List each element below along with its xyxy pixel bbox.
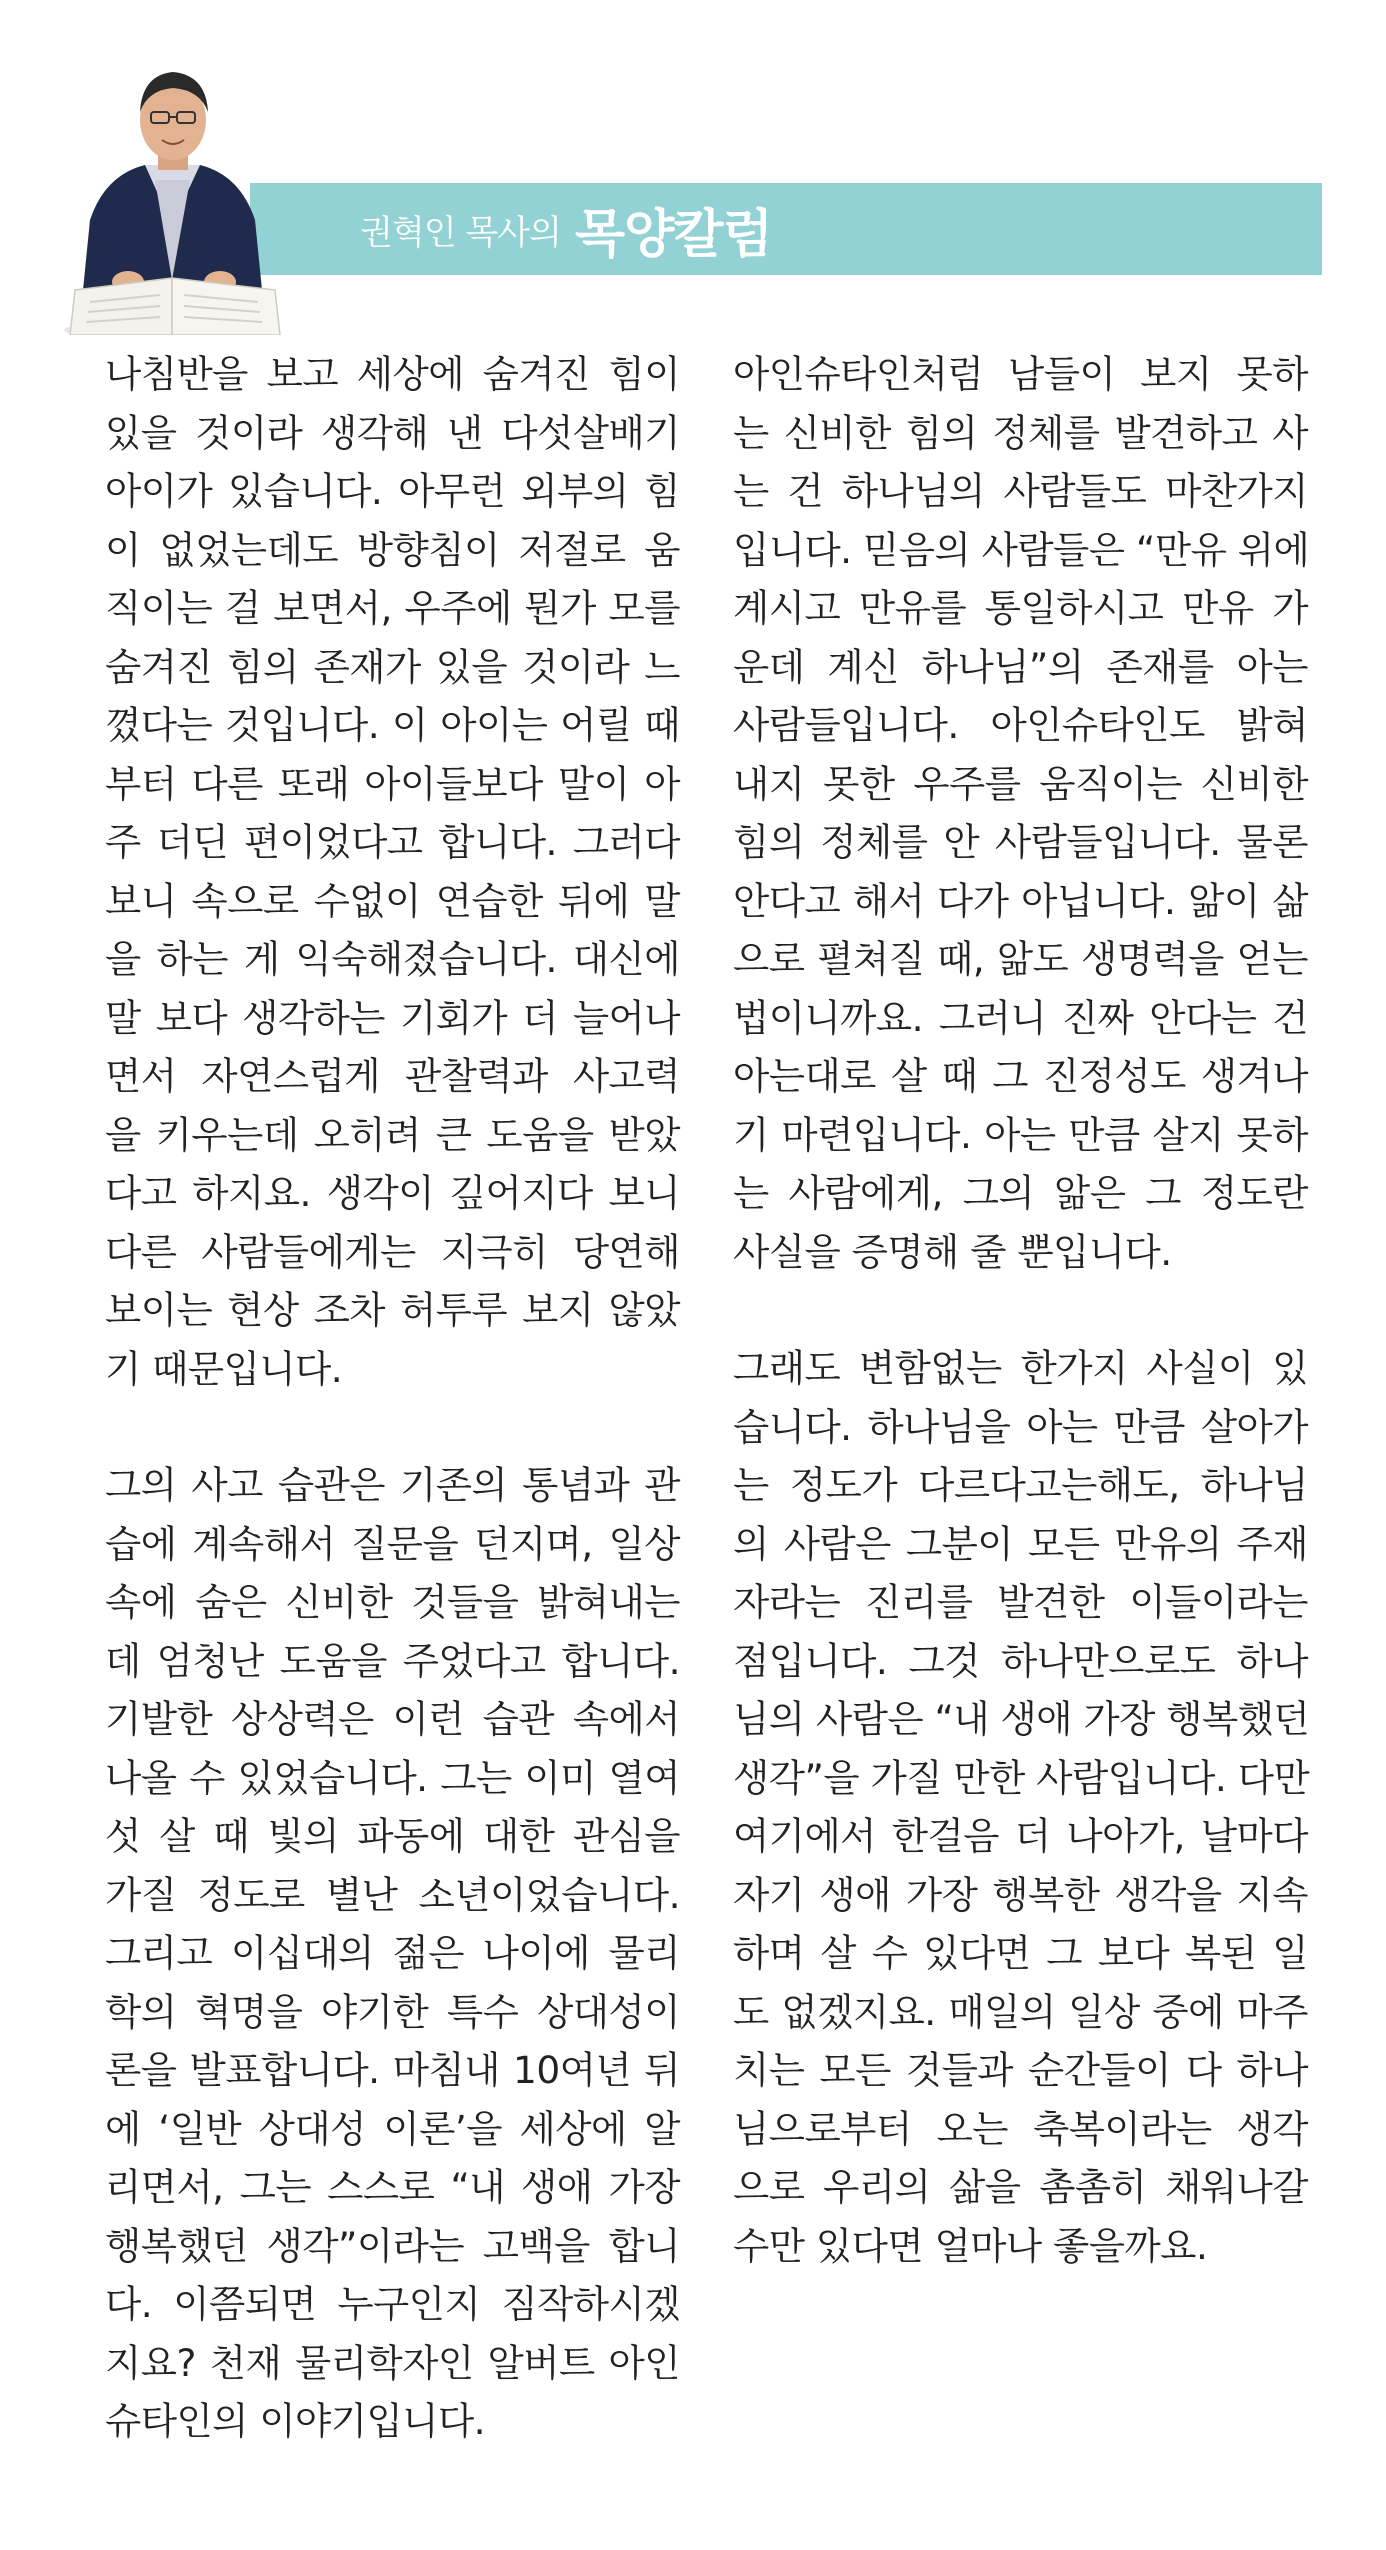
text-line: 안다고 해서 다가 아닙니다. 앎이 삶	[733, 878, 1308, 923]
text-line: 는 정도가 다르다고는해도, 하나님	[733, 1463, 1308, 1507]
text-line: 속에 숨은 신비한 것들을 밝혀내는	[105, 1580, 680, 1624]
column-title: 목양칼럼	[574, 204, 772, 265]
text-line: 을 하는 게 익숙해졌습니다. 대신에	[105, 937, 680, 981]
left-column	[105, 345, 680, 2509]
text-line: 자기 생애 가장 행복한 생각을 지속	[733, 1872, 1308, 1917]
text-line: 습에 계속해서 질문을 던지며, 일상	[105, 1521, 680, 1566]
text-line: 님으로부터 오는 축복이라는 생각	[733, 2106, 1308, 2151]
text-line: 도 없겠지요. 매일의 일상 중에 마주	[733, 1989, 1308, 2034]
text-line: 을 키우는데 오히려 큰 도움을 받았	[105, 1112, 680, 1157]
paragraph	[105, 1456, 680, 2451]
text-line: 주 더딘 편이었다고 합니다. 그러다	[105, 820, 680, 864]
text-line: 나침반을 보고 세상에 숨겨진 힘이	[105, 352, 680, 396]
text-line: 수만 있다면 얼마나 좋을까요.	[733, 2223, 1208, 2268]
paragraph	[105, 345, 680, 1398]
text-line: 지요? 천재 물리학자인 알버트 아인	[105, 2340, 680, 2385]
text-line: 생각”을 가질 만한 사람입니다. 다만	[733, 1755, 1310, 1800]
text-line: 습니다. 하나님을 아는 만큼 살아가	[733, 1404, 1308, 1449]
text-line: 나올 수 있었습니다. 그는 이미 열여	[105, 1755, 680, 1800]
text-line: 학의 혁명을 야기한 특수 상대성이	[105, 1989, 680, 2034]
column-header	[0, 0, 1386, 330]
text-line: 치는 모든 것들과 순간들이 다 하나	[733, 2048, 1308, 2092]
text-line: 의 사람은 그분이 모든 만유의 주재	[733, 1521, 1308, 1566]
text-line: 계시고 만유를 통일하시고 만유 가	[733, 586, 1308, 630]
banner-text	[360, 183, 772, 275]
text-line: 힘의 정체를 안 사람들입니다. 물론	[733, 820, 1308, 864]
text-line: 그래도 변함없는 한가지 사실이 있	[733, 1346, 1308, 1390]
text-line: 이 없었는데도 방향침이 저절로 움	[105, 527, 680, 572]
text-line: 그의 사고 습관은 기존의 통념과 관	[105, 1463, 680, 1507]
text-line: 는 신비한 힘의 정체를 발견하고 사	[733, 410, 1308, 455]
text-line: 다고 하지요. 생각이 깊어지다 보니	[105, 1171, 680, 1215]
text-line: 보니 속으로 수없이 연습한 뒤에 말	[105, 878, 680, 923]
text-line: 보이는 현상 조차 허투루 보지 않았	[105, 1288, 680, 1332]
text-line: 운데 계신 하나님”의 존재를 아는	[733, 644, 1308, 689]
text-line: 기 때문입니다.	[105, 1346, 343, 1391]
text-line: 면서 자연스럽게 관찰력과 사고력	[105, 1054, 680, 1098]
text-line: 리면서, 그는 스스로 “내 생애 가장	[105, 2165, 680, 2209]
text-line: 숨겨진 힘의 존재가 있을 것이라 느	[105, 644, 680, 689]
text-line: 직이는 걸 보면서, 우주에 뭔가 모를	[105, 586, 680, 630]
paragraph	[733, 1339, 1308, 2275]
text-line: 그리고 이십대의 젊은 나이에 물리	[105, 1931, 680, 1975]
text-line: 님의 사람은 “내 생애 가장 행복했던	[733, 1697, 1310, 1741]
text-line: 기발한 상상력은 이런 습관 속에서	[105, 1697, 680, 1741]
text-line: 섯 살 때 빛의 파동에 대한 관심을	[105, 1814, 680, 1858]
text-line: 입니다. 믿음의 사람들은 “만유 위에	[733, 527, 1310, 572]
text-line: 으로 펼쳐질 때, 앎도 생명력을 얻는	[733, 937, 1308, 981]
text-line: 부터 다른 또래 아이들보다 말이 아	[105, 761, 680, 806]
pastor-portrait	[60, 50, 285, 335]
text-line: 사실을 증명해 줄 뿐입니다.	[733, 1229, 1172, 1274]
text-line: 아이가 있습니다. 아무런 외부의 힘	[105, 469, 680, 513]
text-line: 다른 사람들에게는 지극히 당연해	[105, 1229, 680, 1274]
byline: 권혁인 목사의	[360, 212, 561, 253]
text-line: 점입니다. 그것 하나만으로도 하나	[733, 1638, 1308, 1683]
text-line: 있을 것이라 생각해 낸 다섯살배기	[105, 410, 680, 455]
text-line: 꼈다는 것입니다. 이 아이는 어릴 때	[105, 703, 680, 747]
right-column	[733, 345, 1308, 2333]
text-line: 사람들입니다. 아인슈타인도 밝혀	[733, 703, 1308, 747]
text-line: 법이니까요. 그러니 진짜 안다는 건	[733, 995, 1308, 1040]
title-banner	[250, 183, 1322, 275]
text-line: 행복했던 생각”이라는 고백을 합니	[105, 2223, 680, 2268]
text-line: 가질 정도로 별난 소년이었습니다.	[105, 1872, 680, 1917]
text-line: 말 보다 생각하는 기회가 더 늘어나	[105, 995, 680, 1040]
text-line: 아는대로 살 때 그 진정성도 생겨나	[733, 1054, 1308, 1098]
text-line: 는 사람에게, 그의 앎은 그 정도란	[733, 1171, 1308, 1215]
text-line: 슈타인의 이야기입니다.	[105, 2399, 486, 2443]
text-line: 아인슈타인처럼 남들이 보지 못하	[733, 352, 1308, 396]
text-line: 에 ‘일반 상대성 이론’을 세상에 알	[105, 2106, 680, 2151]
text-line: 하며 살 수 있다면 그 보다 복된 일	[733, 1931, 1308, 1975]
text-line: 는 건 하나님의 사람들도 마찬가지	[733, 469, 1308, 513]
paragraph	[733, 345, 1308, 1281]
text-line: 으로 우리의 삶을 촘촘히 채워나갈	[733, 2165, 1308, 2209]
text-line: 자라는 진리를 발견한 이들이라는	[733, 1580, 1308, 1624]
text-line: 내지 못한 우주를 움직이는 신비한	[733, 761, 1308, 806]
text-line: 데 엄청난 도움을 주었다고 합니다.	[105, 1638, 680, 1683]
text-line: 기 마련입니다. 아는 만큼 살지 못하	[733, 1112, 1308, 1157]
text-line: 론을 발표합니다. 마침내 10여년 뒤	[105, 2048, 680, 2092]
text-line: 여기에서 한걸음 더 나아가, 날마다	[733, 1814, 1308, 1858]
text-line: 다. 이쯤되면 누구인지 짐작하시겠	[105, 2282, 680, 2326]
